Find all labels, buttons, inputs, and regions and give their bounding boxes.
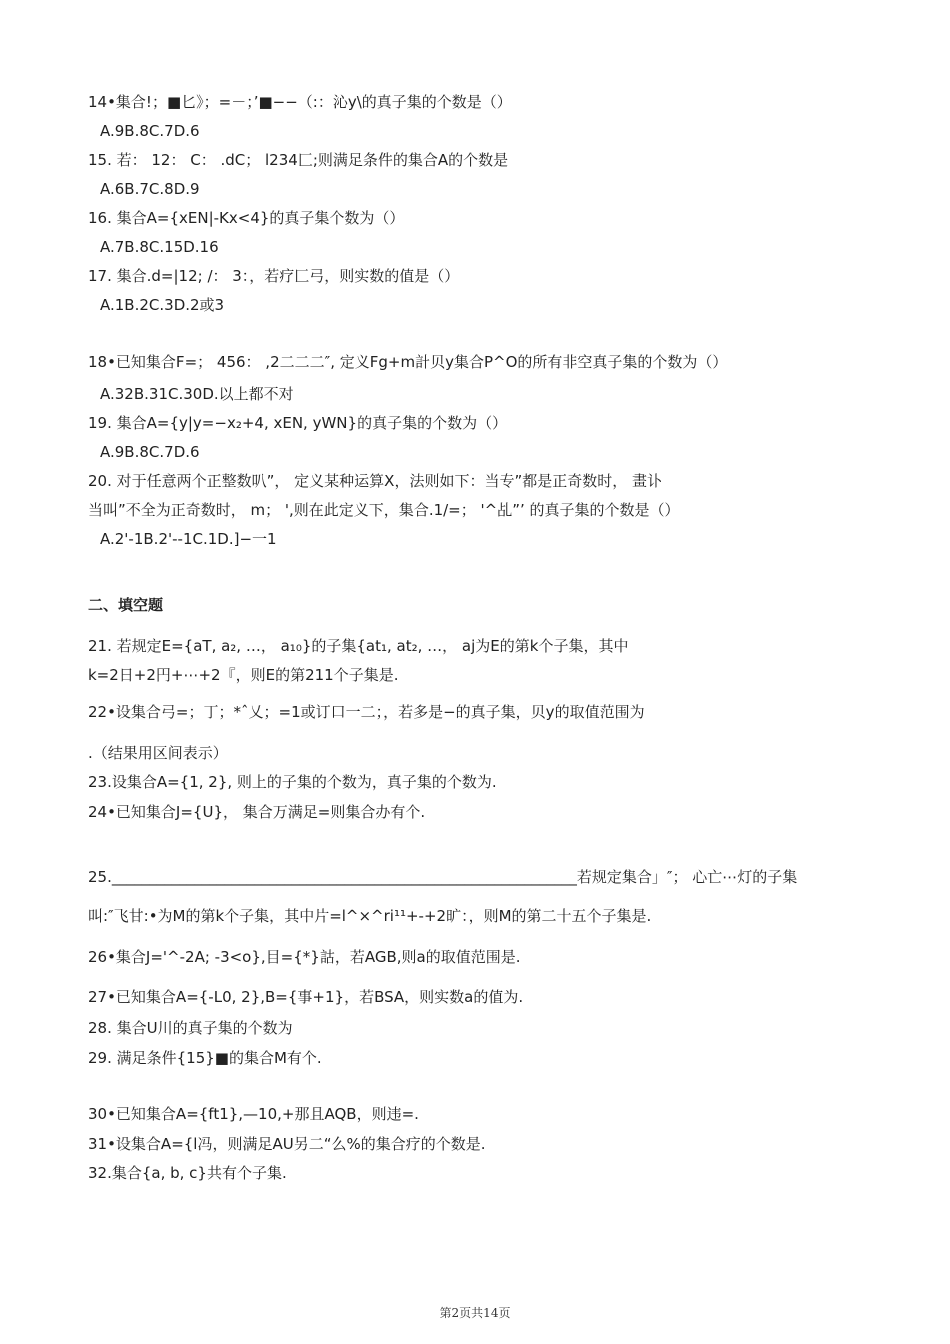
question-27: 27•已知集合A={-L0, 2},B={事+1}，若BSA，则实数a的值为. xyxy=(88,988,524,1006)
question-25-line-1: 25.______________________________________________________________若规定集合」″； 心亡⋯灯的子集 xyxy=(88,868,798,886)
question-25-line-2: 叫:″飞甘:•为M的第k个子集，其中片=l^×^ri¹¹+-+2旷：，则M的第二十五个子集是. xyxy=(88,907,652,925)
question-20-line-2: 当叫”不全为正奇数时， m； ',则在此定义下，集合.1/=； '^乩”’ 的真子集的个数是（） xyxy=(88,501,680,519)
question-32: 32.集合{a, b, c}共有个子集. xyxy=(88,1164,287,1182)
question-14-options: A.9B.8C.7D.6 xyxy=(100,122,200,140)
question-22-line-2: .（结果用区间表示） xyxy=(88,744,228,762)
question-17-options: A.1B.2C.3D.2或3 xyxy=(100,296,225,314)
question-24: 24•已知集合J={U}， 集合万满足=则集合办有个. xyxy=(88,803,426,821)
question-28: 28. 集合U川的真子集的个数为 xyxy=(88,1019,293,1037)
question-18: 18•已知集合F=； 456： ,2二二二″, 定义Fg+m計贝y集合P^O的所有非空真子集的个数为（） xyxy=(88,353,728,371)
question-21-line-1: 21. 若规定E={aT, a₂, …， a₁₀}的子集{at₁, at₂, …， aj为E的第k个子集，其中 xyxy=(88,637,629,655)
question-16: 16. 集合A={xEN|-Kx<4}的真子集个数为（） xyxy=(88,209,405,227)
question-15: 15. 若： 12： C： .dC； l234匚;则满足条件的集合A的个数是 xyxy=(88,151,509,169)
question-16-options: A.7B.8C.15D.16 xyxy=(100,238,219,256)
question-30: 30•已知集合A={ft1},—10,+那且AQB，则违=. xyxy=(88,1105,419,1123)
question-26: 26•集合J='^-2A; -3<o},目={*}詁，若AGB,则a的取值范围是. xyxy=(88,948,521,966)
question-21-line-2: k=2日+2円+⋯+2『，则E的第211个子集是. xyxy=(88,666,399,684)
question-19-options: A.9B.8C.7D.6 xyxy=(100,443,200,461)
question-20-line-1: 20. 对于任意两个正整数叭”， 定义某种运算X，法则如下：当专”都是正奇数时， 畫讣 xyxy=(88,472,662,490)
question-20-options: A.2'-1B.2'--1C.1D.]−一1 xyxy=(100,530,277,548)
question-18-options: A.32B.31C.30D.以上都不对 xyxy=(100,385,294,403)
question-23: 23.设集合A={1, 2}, 则上的子集的个数为，真子集的个数为. xyxy=(88,773,497,791)
question-19: 19. 集合A={y|y=−x₂+4, xEN, yWN}的真子集的个数为（） xyxy=(88,414,508,432)
question-14: 14•集合!；■匕》；=－；’■−−（:：沁y\的真子集的个数是（） xyxy=(88,93,512,111)
question-31: 31•设集合A={l冯，则满足AU另二“么%的集合疗的个数是. xyxy=(88,1135,486,1153)
page-footer: 第2页共14页 xyxy=(439,1306,511,1320)
question-29: 29. 满足条件{15}■的集合M有个. xyxy=(88,1049,322,1067)
question-22-line-1: 22•设集合弓=；丁；*ˆ乂；=1或订口一二；，若多是−的真子集，贝y的取值范围为 xyxy=(88,703,645,721)
question-17: 17. 集合.d=|12; /： 3：，若疗匚弓，则实数的值是（） xyxy=(88,267,460,285)
question-15-options: A.6B.7C.8D.9 xyxy=(100,180,200,198)
section-heading-fill-in: 二、填空题 xyxy=(88,596,164,614)
